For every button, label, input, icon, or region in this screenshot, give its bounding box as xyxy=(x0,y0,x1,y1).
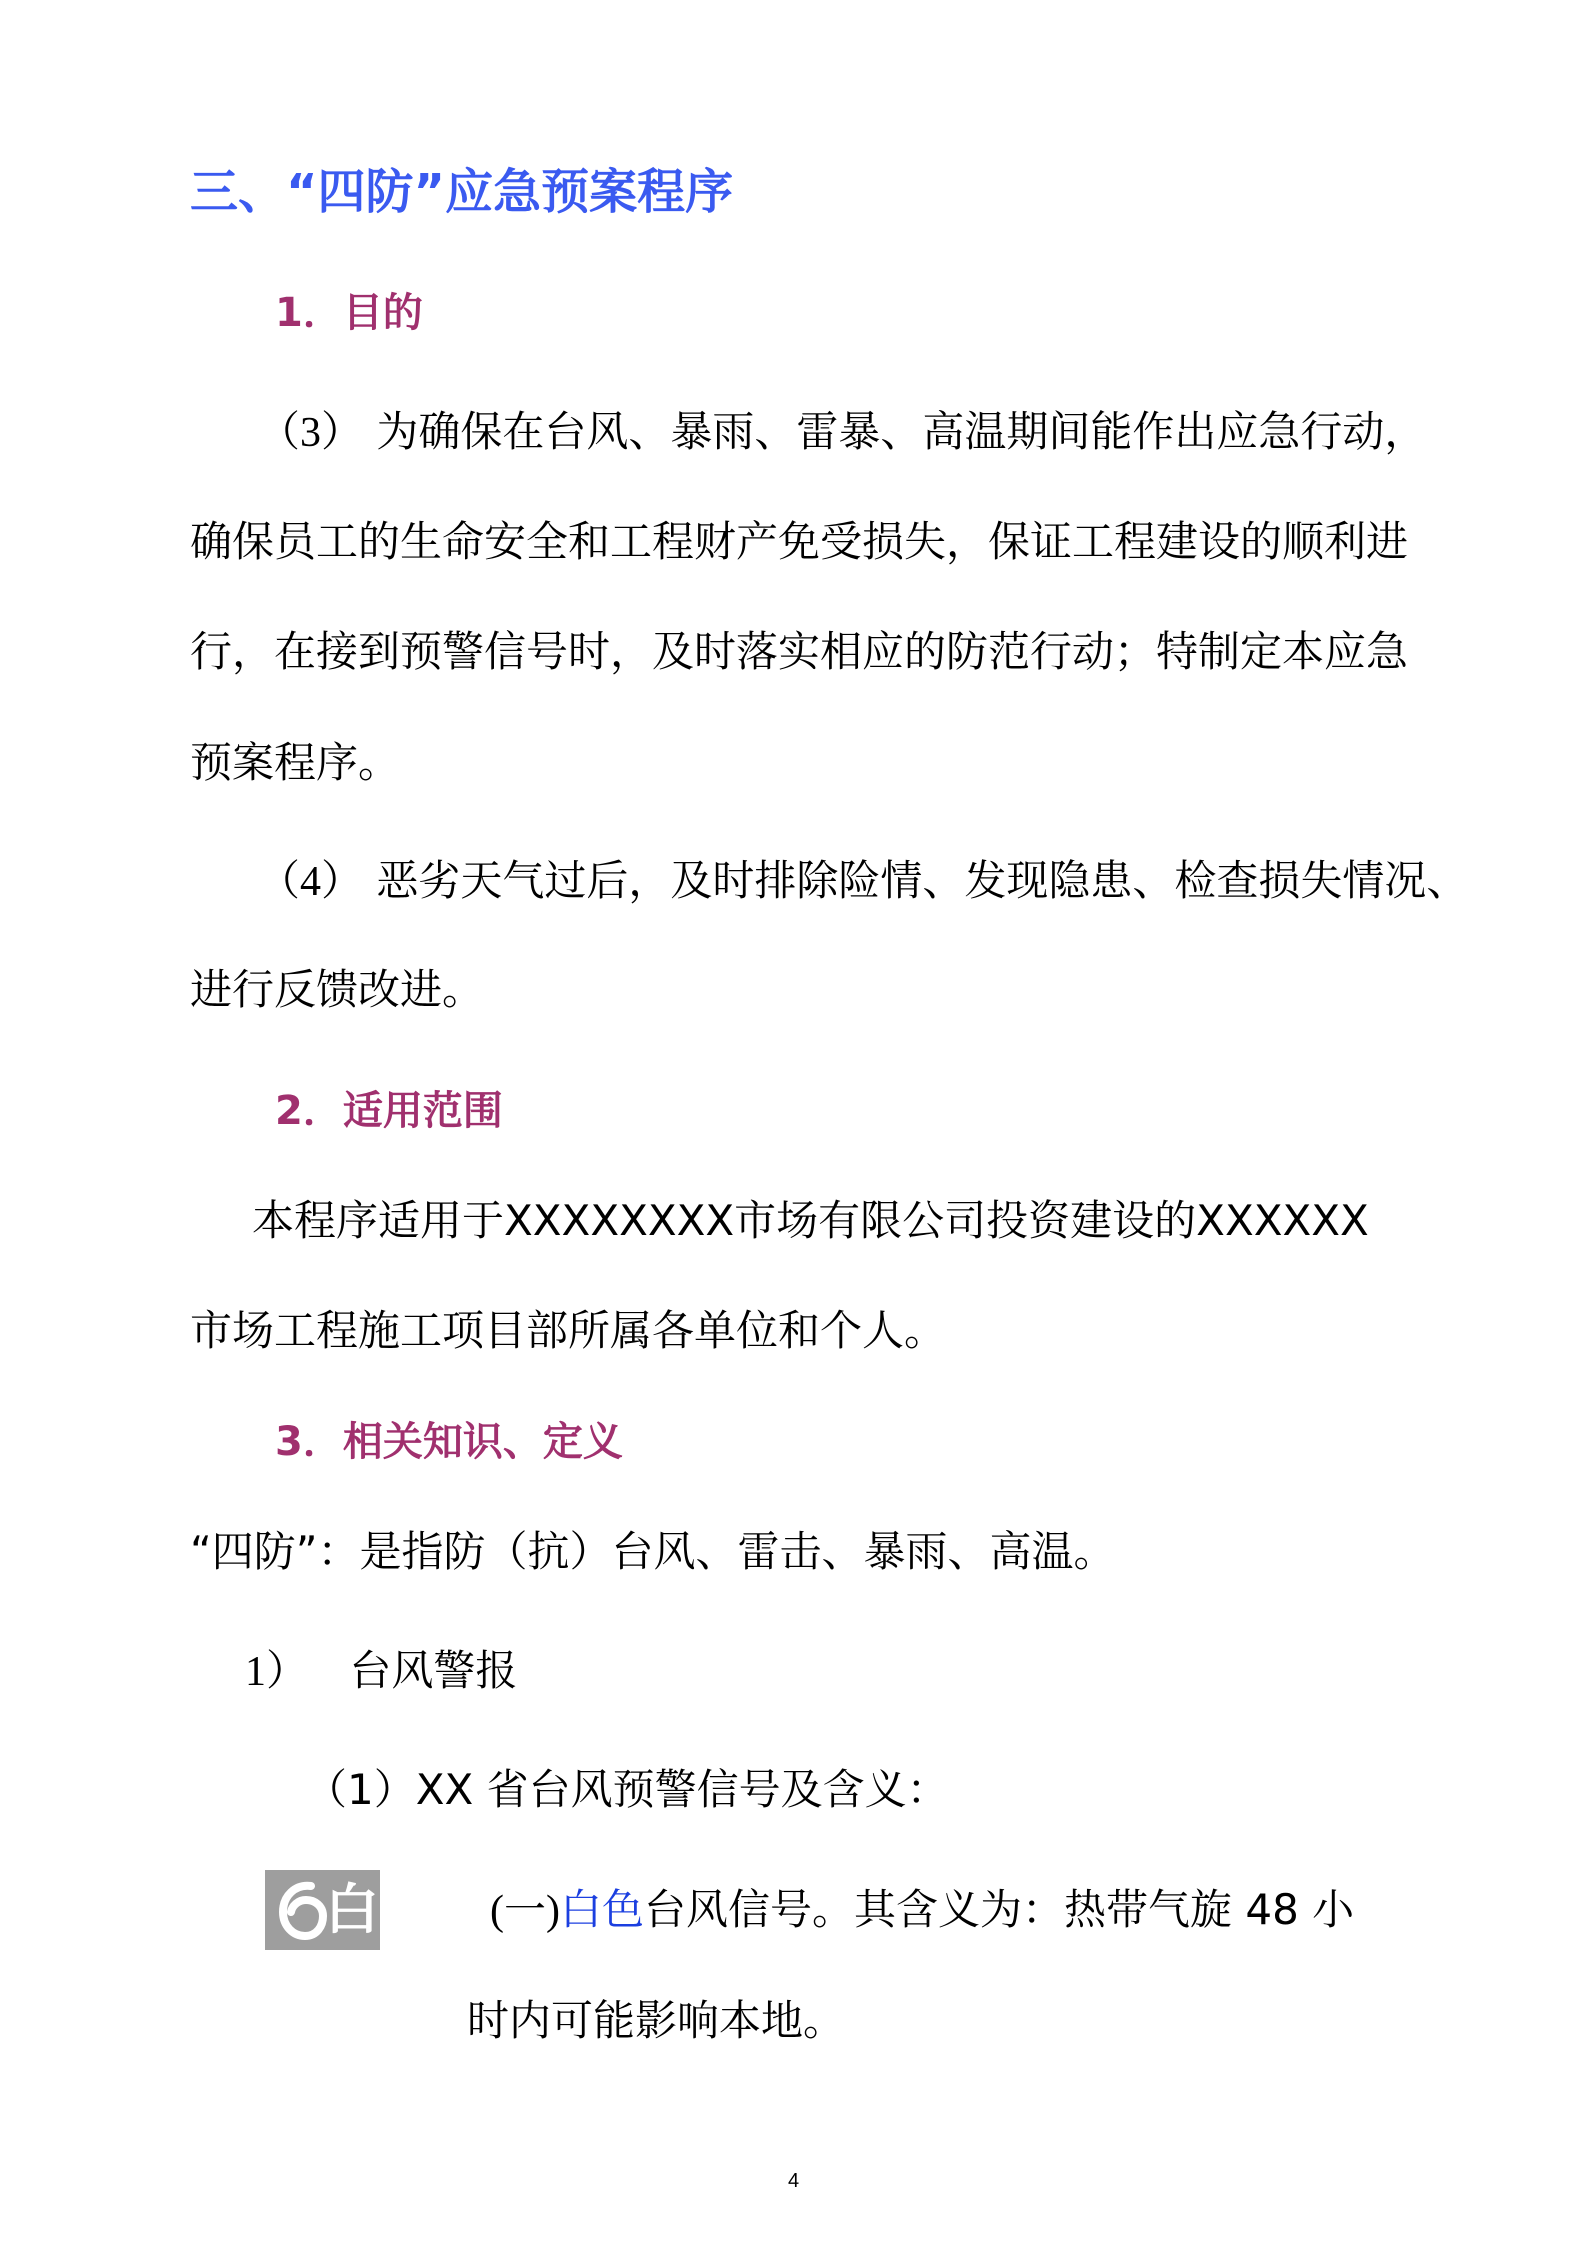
signal-icon-label: 白 xyxy=(325,1878,379,1941)
page-number: 4 xyxy=(787,2170,800,2192)
item3-prefix: （3） xyxy=(258,410,364,456)
signal-prefix: (一) xyxy=(490,1888,560,1934)
subsection-typhoon xyxy=(245,1643,517,1700)
item3-text: 为确保在台风、暴雨、雷暴、高温期间能作出应急行动， xyxy=(376,407,1427,456)
paragraph-item4-line1 xyxy=(258,853,1468,910)
signal-list-intro: （1）XX 省台风预警信号及含义： xyxy=(305,1765,949,1814)
signal-description: 台风信号。其含义为：热带气旋 48 小 xyxy=(644,1885,1355,1934)
paragraph-item3-line1 xyxy=(258,404,1426,461)
section-heading: 三、“四防”应急预案程序 xyxy=(190,164,734,220)
definition-text: “四防”：是指防（抗）台风、雷击、暴雨、高温。 xyxy=(190,1527,1116,1576)
paragraph-item3-line2: 确保员工的生命安全和工程财产免受损失，保证工程建设的顺利进 xyxy=(190,517,1409,566)
paragraph-item3-line3: 行，在接到预警信号时，及时落实相应的防范行动；特制定本应急 xyxy=(190,627,1409,676)
subsection-number: 1） xyxy=(245,1649,309,1695)
subheading-definitions: 3．相关知识、定义 xyxy=(275,1419,623,1465)
paragraph-item3-line4: 预案程序。 xyxy=(190,738,401,787)
paragraph-scope-line2: 市场工程施工项目部所属各单位和个人。 xyxy=(190,1306,947,1355)
item4-prefix: （4） xyxy=(258,859,364,905)
paragraph-scope-line1: 本程序适用于XXXXXXXX市场有限公司投资建设的XXXXXX xyxy=(252,1196,1369,1245)
subheading-scope: 2．适用范围 xyxy=(275,1088,503,1134)
signal-white-line1 xyxy=(490,1882,1354,1939)
item4-text: 恶劣天气过后，及时排除险情、发现隐患、检查损失情况、 xyxy=(376,856,1469,905)
white-typhoon-signal-icon xyxy=(265,1870,380,1950)
signal-color-word[interactable]: 白色 xyxy=(559,1885,644,1934)
signal-white-line2: 时内可能影响本地。 xyxy=(467,1996,846,2045)
subheading-purpose: 1．目的 xyxy=(275,290,423,336)
subsection-title: 台风警报 xyxy=(349,1646,518,1695)
paragraph-item4-line2: 进行反馈改进。 xyxy=(190,965,485,1014)
